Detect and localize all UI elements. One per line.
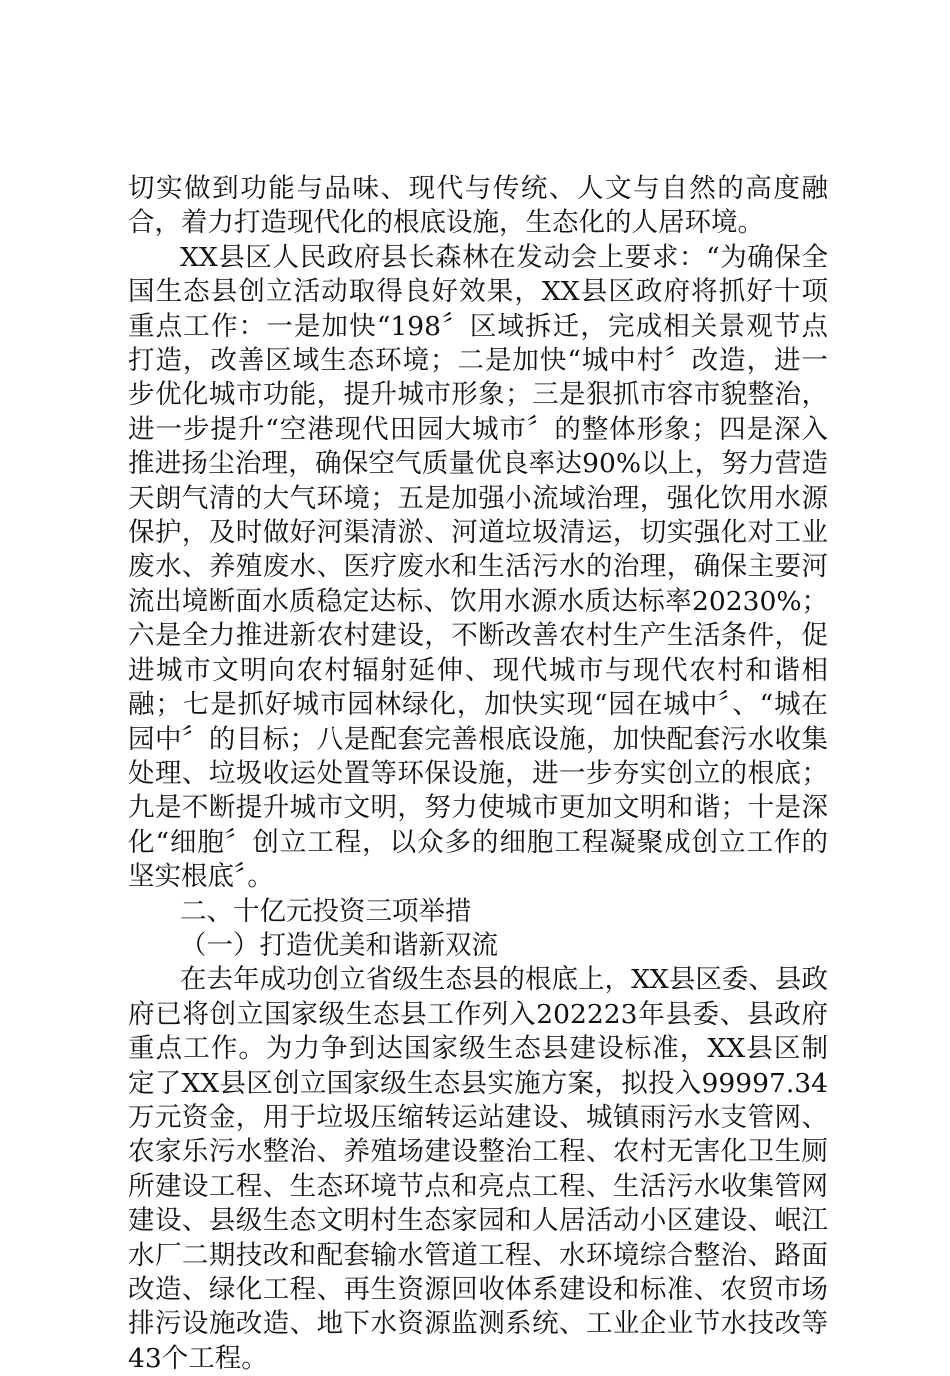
document-body: [128, 172, 828, 1376]
paragraph-county-requirements: XX县区人民政府县长森林在发动会上要求：“为确保全国生态县创立活动取得良好效果，XX县区政府将抓好十项重点工作：一是加快“198〞区域拆迁，完成相关景观节点打造，改善区域生态环境；二是加快“城中村〞改造，进一步优化城市功能，提升城市形象；三是狠抓市容市貌整治，进一步提升“空港现代田园大城市〞的整体形象；四是深入推进扬尘治理，确保空气质量优良率达90%以上，努力营造天朗气清的大气环境；五是加强小流域治理，强化饮用水源保护，及时做好河渠清淤、河道垃圾清运，切实强化对工业废水、养殖废水、医疗废水和生活污水的治理，确保主要河流出境断面水质稳定达标、饮用水源水质达标率20230%；六是全力推进新农村建设，不断改善农村生产生活条件，促进城市文明向农村辐射延伸、现代城市与现代农村和谐相融；七是抓好城市园林绿化，加快实现“园在城中〞、“城在园中〞的目标；八是配套完善根底设施，加快配套污水收集处理、垃圾收运处置等环保设施，进一步夯实创立的根底；九是不断提升城市文明，努力使城市更加文明和谐；十是深化“细胞〞创立工程，以众多的细胞工程凝聚成创立工作的坚实根底〞。: [128, 241, 828, 893]
section-heading: 二、十亿元投资三项举措: [180, 895, 472, 927]
paragraph-investment: 在去年成功创立省级生态县的根底上，XX县区委、县政府已将创立国家级生态县工作列入202223年县委、县政府重点工作。为力争到达国家级生态县建设标准，XX县区制定了XX县区创立国家级生态县实施方案，拟投入99997.34万元资金，用于垃圾压缩转运站建设、城镇雨污水支管网、农家乐污水整治、养殖场建设整治工程、农村无害化卫生厕所建设工程、生态环境节点和亮点工程、生活污水收集管网建设、县级生态文明村生态家园和人居活动小区建设、岷江水厂二期技改和配套输水管道工程、水环境综合整治、路面改造、绿化工程、再生资源回收体系建设和标准、农贸市场排污设施改造、地下水资源监测系统、工业企业节水技改等43个工程。: [128, 964, 828, 1374]
subsection-heading: （一）打造优美和谐新双流: [180, 929, 498, 961]
paragraph-intro: 切实做到功能与品味、现代与传统、人文与自然的高度融合，着力打造现代化的根底设施，生态化的人居环境。: [128, 173, 828, 239]
